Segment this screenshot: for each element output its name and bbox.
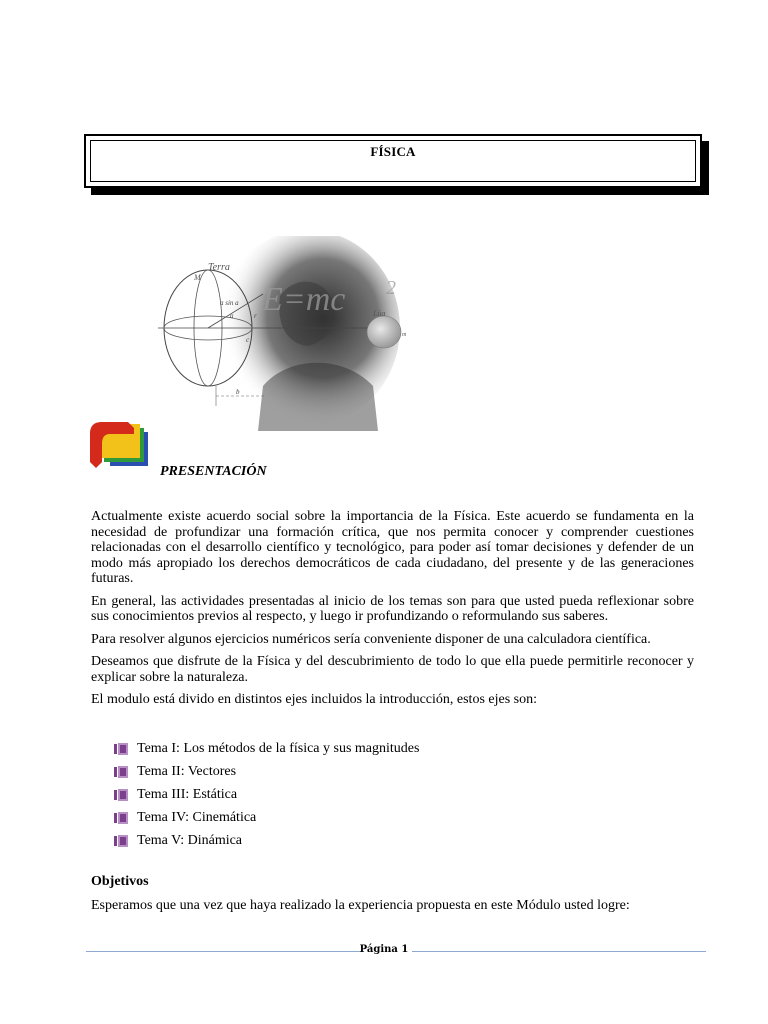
paragraph: Deseamos que disfrute de la Física y del descubrimiento de todo lo que ella puede permitirle reconocer y explicar sobre la naturaleza.	[91, 654, 694, 685]
label-luna: Lùa	[373, 309, 386, 318]
formula-exponent: 2	[386, 277, 396, 299]
formula-emc: E=mc	[262, 281, 346, 318]
body-text	[91, 509, 694, 715]
list-item	[114, 760, 419, 783]
list-item	[114, 737, 419, 760]
list-item	[114, 829, 419, 852]
topic-label: Tema V: Dinámica	[137, 832, 243, 848]
list-bullet-icon	[114, 743, 128, 755]
topic-label: Tema IV: Cinemática	[137, 809, 257, 825]
paragraph: Actualmente existe acuerdo social sobre la importancia de la Física. Este acuerdo se fundamenta en la necesidad de profundizar una formación crítica, que nos permita conocer y comprender cuestiones relacionadas con el desarrollo científico y tecnológico, para poder así tomar decisiones y defender de un modo más apropiado los derechos democráticos de cada ciudadano, del presente y de las generaciones futuras.	[91, 509, 694, 586]
topic-label: Tema I: Los métodos de la física y sus magnitudes	[137, 740, 420, 756]
section-heading: PRESENTACIÓN	[160, 464, 267, 479]
label-r: r	[254, 312, 257, 320]
list-item	[114, 806, 419, 829]
list-bullet-icon	[114, 835, 128, 847]
label-c: c	[246, 336, 250, 344]
paragraph: Para resolver algunos ejercicios numéricos sería conveniente disponer de una calculadora científica.	[91, 631, 651, 647]
paragraph: En general, las actividades presentadas al inicio de los temas son para que usted pueda reflexionar sobre sus conocimientos previos al respecto, y luego ir profundizando o reformulando sus saberes.	[91, 593, 694, 624]
objectives-heading: Objetivos	[91, 874, 149, 889]
paragraph: El modulo está divido en distintos ejes incluidos la introducción, estos ejes son:	[91, 692, 537, 707]
objectives-text: Esperamos que una vez que haya realizado la experiencia propuesta en este Módulo usted logre:	[91, 898, 630, 913]
label-m: M	[194, 273, 201, 282]
moon	[367, 316, 401, 348]
label-asin: a sin a	[220, 299, 239, 307]
topic-list	[114, 737, 419, 852]
label-m-moon: m	[402, 332, 407, 338]
topic-label: Tema II: Vectores	[137, 763, 237, 779]
page-number: Página 1	[359, 944, 409, 955]
title-box	[84, 134, 702, 188]
label-terra: Terra	[208, 262, 230, 273]
label-b: b	[236, 388, 240, 396]
stacked-folders-icon	[88, 418, 152, 476]
topic-label: Tema III: Estática	[137, 786, 238, 802]
label-a: a	[230, 312, 234, 320]
list-bullet-icon	[114, 766, 128, 778]
list-bullet-icon	[114, 789, 128, 801]
physics-illustration	[158, 236, 420, 436]
document-title: FÍSICA	[370, 144, 416, 159]
list-bullet-icon	[114, 812, 128, 824]
list-item	[114, 783, 419, 806]
